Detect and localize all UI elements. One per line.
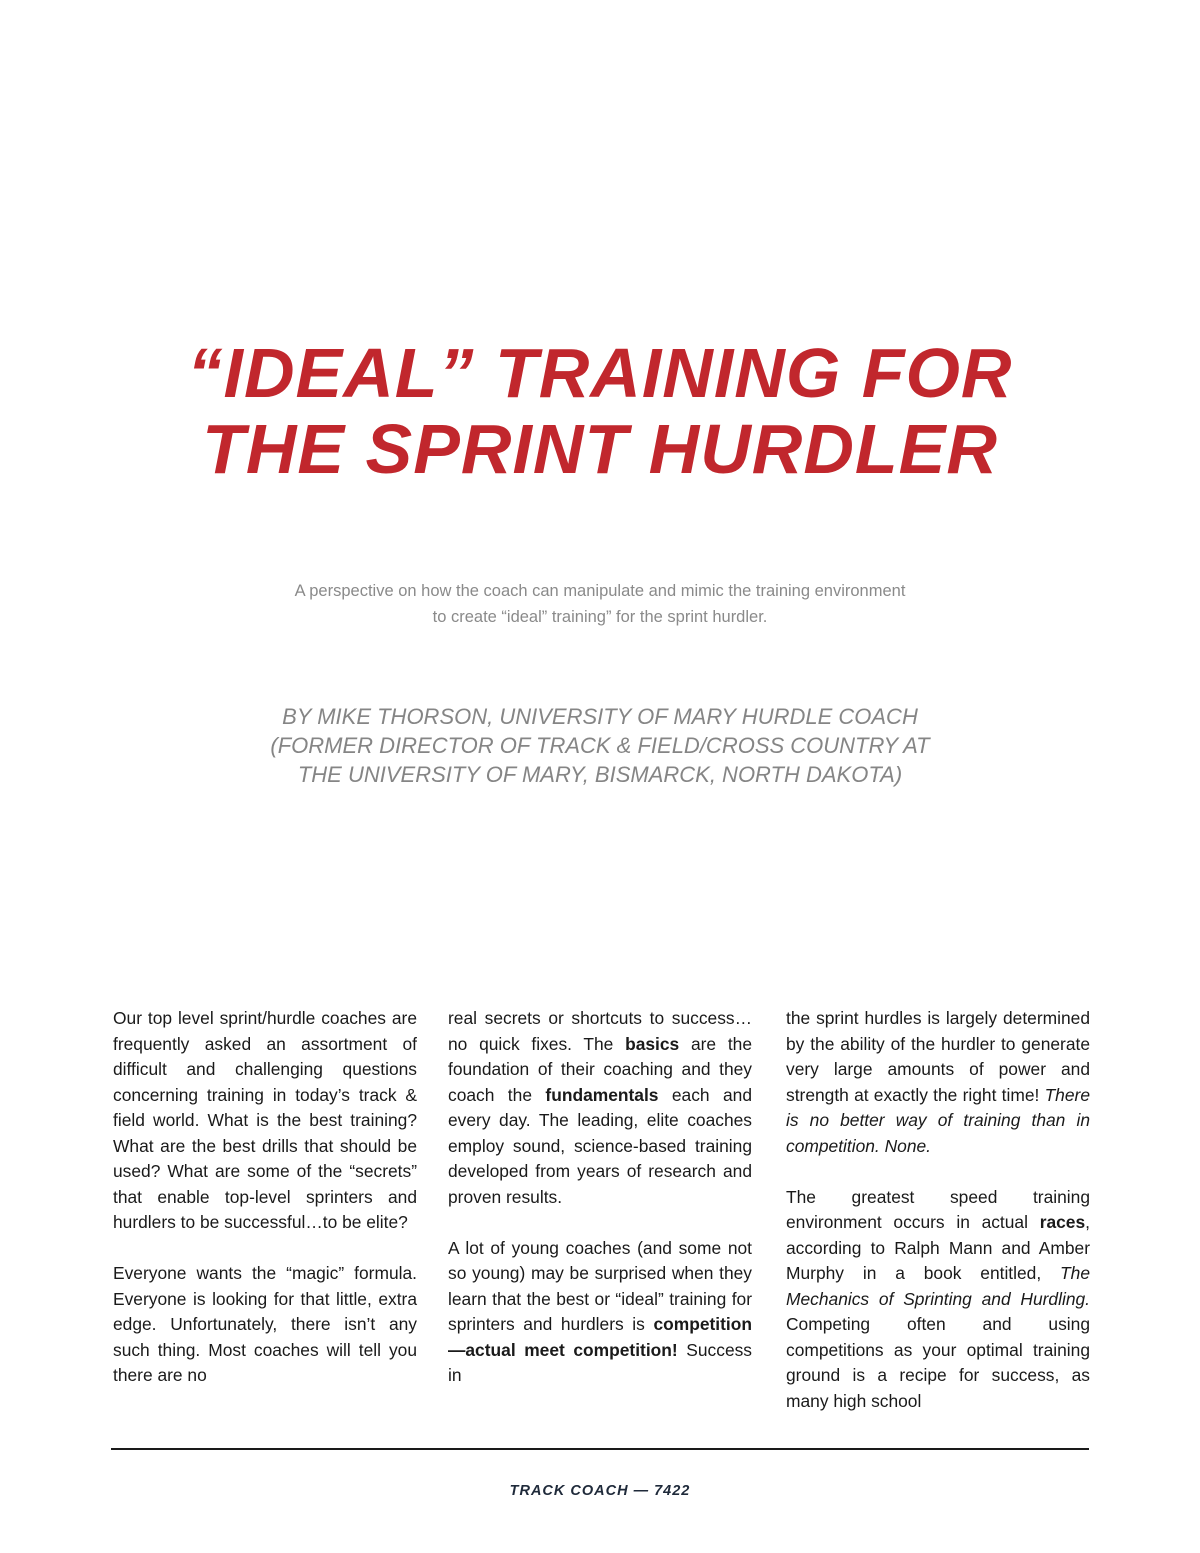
article-body	[113, 1006, 1089, 1416]
emphasis-no-better-way: There is no better way of training than in competition. None.	[786, 1084, 1090, 1156]
book-title: The Mechanics of Sprinting and Hurdling.	[786, 1263, 1090, 1309]
paragraph: Everyone wants the “magic” formula. Everyone is looking for that little, extra edge. Unfortunately, there isn’t any such thing. Most coaches will tell you there are no	[113, 1263, 417, 1385]
subtitle-line-2: to create “ideal” training” for the sprint hurdler.	[432, 608, 768, 626]
title-line-1: “IDEAL” TRAINING FOR	[187, 334, 1013, 412]
author-byline	[0, 702, 1200, 789]
title-line-2: THE SPRINT HURDLER	[202, 410, 998, 488]
paragraph	[786, 1185, 1090, 1415]
paragraph	[448, 1006, 752, 1210]
paragraph	[448, 1236, 752, 1389]
emphasis-races: races	[1039, 1212, 1086, 1232]
article-subtitle	[0, 578, 1200, 630]
text-run: are the foundation of their coaching and they coach the	[448, 1033, 752, 1105]
paragraph	[786, 1006, 1090, 1159]
body-column-2	[448, 1006, 752, 1416]
subtitle-line-1: A perspective on how the coach can manipulate and mimic the training environment	[294, 582, 906, 600]
text-run: The greatest speed training environment occurs in actual	[786, 1186, 1090, 1232]
emphasis-fundamentals: fundamentals	[545, 1084, 659, 1105]
emphasis-competition: competition—actual meet competition!	[448, 1314, 752, 1360]
text-run: , according to Ralph Mann and Amber Murphy in a book entitled,	[786, 1212, 1090, 1283]
body-column-3	[786, 1006, 1090, 1416]
body-column-1	[113, 1006, 417, 1416]
byline-line-2: (FORMER DIRECTOR OF TRACK & FIELD/CROSS COUNTRY AT	[270, 733, 930, 758]
text-run: each and every day. The leading, elite coaches employ sound, science-based training developed from years of research and proven results.	[448, 1084, 753, 1207]
text-run: Success in	[448, 1339, 753, 1385]
text-run: the sprint hurdles is largely determined by the ability of the hurdler to generate very large amounts of power and strength at exactly the right time!	[786, 1008, 1090, 1105]
footer-divider	[111, 1448, 1089, 1450]
text-run: A lot of young coaches (and some not so young) may be surprised when they learn that the best or “ideal” training for sprinters and hurdlers is	[448, 1237, 752, 1334]
byline-line-1: BY MIKE THORSON, UNIVERSITY OF MARY HURDLE COACH	[282, 704, 918, 729]
paragraph: Our top level sprint/hurdle coaches are frequently asked an assortment of difficult and challenging questions concerning training in today’s track & field world. What is the best training? What are the best drills that should be used? What are some of the “secrets” that enable top-level sprinters and hurdlers to be successful…to be elite?	[113, 1008, 417, 1232]
page-footer: TRACK COACH — 7422	[509, 1483, 691, 1499]
text-run: real secrets or shortcuts to success…no quick fixes. The	[448, 1008, 752, 1054]
text-run: Competing often and using competitions as your optimal training ground is a recipe for success, as many high school	[786, 1314, 1090, 1411]
emphasis-basics: basics	[625, 1033, 680, 1054]
byline-line-3: THE UNIVERSITY OF MARY, BISMARCK, NORTH DAKOTA)	[297, 762, 903, 787]
article-title	[0, 335, 1200, 487]
